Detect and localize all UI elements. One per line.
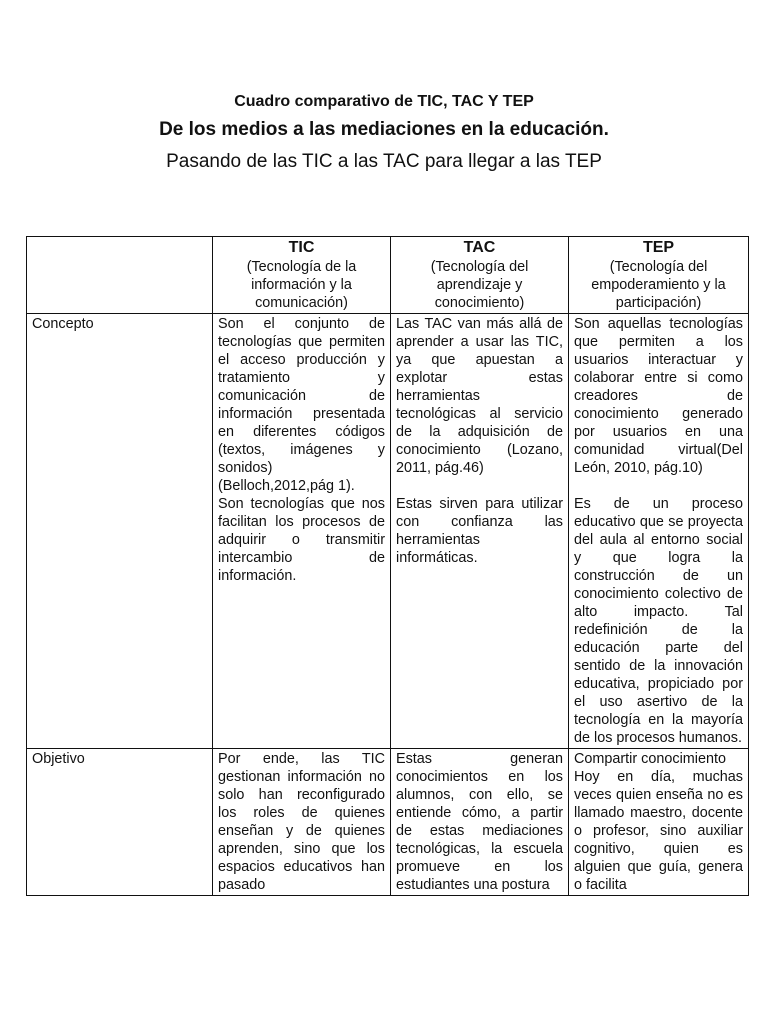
concepto-tac-text-2: Estas sirven para utilizar con confianza las herramientas informáticas.	[396, 496, 563, 566]
header-tep	[569, 237, 749, 314]
table-row-objetivo	[27, 749, 749, 896]
concepto-tic-text-1: Son el conjunto de tecnologías que permiten el acceso producción y tratamiento y comunicación de información presentada en diferentes códigos (textos, imágenes y sonidos)	[218, 316, 385, 476]
header-tic-subtitle: (Tecnología de la información y la comunicación)	[246, 259, 357, 311]
header-tep-name: TEP	[642, 239, 675, 256]
concepto-tep-text-2: Es de un proceso educativo que se proyecta del aula al entorno social y que logra la construcción de un conocimiento colectivo de alto impacto. Tal redefinición de la educación parte del sentido de la innovación educativa, propiciado por el uso asertivo de la tecnología en la mayoría de los procesos humanos.	[574, 496, 743, 746]
concepto-tep-text-1: Son aquellas tecnologías que permiten a los usuarios interactuar y colaborar entre si como creadores de conocimiento generado por usuarios en una comunidad virtual(Del León, 2010, pág.10)	[574, 316, 743, 476]
cell-objetivo-tic	[213, 749, 391, 896]
header-tic	[213, 237, 391, 314]
header-tac-subtitle: (Tecnología del aprendizaje y conocimiento)	[430, 259, 529, 311]
concepto-tac-text-1: Las TAC van más allá de aprender a usar las TIC, ya que apuestan a explotar estas herramientas tecnológicas al servicio de la adquisición de conocimiento (Lozano, 2011, pág.46)	[396, 316, 563, 476]
header-tep-subtitle: (Tecnología del empoderamiento y la participación)	[591, 259, 726, 311]
cell-objetivo-tep	[569, 749, 749, 896]
concepto-tic-text-3: Son tecnologías que nos facilitan los procesos de adquirir o transmitir intercambio de información.	[218, 496, 385, 584]
objetivo-tic-text-1: Por ende, las TIC gestionan información no solo han reconfigurado los roles de quienes enseñan y de quienes aprenden, sino que los espacios educativos han pasado	[218, 751, 385, 893]
paragraph-spacer	[574, 477, 743, 495]
header-tic-name: TIC	[288, 239, 315, 256]
header-tac-name: TAC	[463, 239, 496, 256]
document-subtitle: De los medios a las mediaciones en la educación.	[159, 119, 609, 140]
objetivo-tac-text-1: Estas generan conocimientos en los alumnos, con ello, se entiende cómo, a partir de estas mediaciones tecnológicas, la escuela promueve en los estudiantes una postura	[396, 751, 563, 893]
paragraph-spacer	[396, 477, 563, 495]
objetivo-tep-text-1: Compartir conocimiento	[574, 751, 726, 767]
document-header	[0, 92, 768, 176]
corner-cell	[27, 237, 213, 314]
cell-concepto-tac	[391, 314, 569, 749]
table-row-concepto	[27, 314, 749, 749]
header-tac	[391, 237, 569, 314]
objetivo-tep-text-2: Hoy en día, muchas veces quien enseña no es llamado maestro, docente o profesor, sino auxiliar cognitivo, quien es alguien que guía, genera o facilita	[574, 769, 743, 893]
concepto-tic-text-2: (Belloch,2012,pág 1).	[218, 478, 355, 494]
table-header-row	[27, 237, 749, 314]
comparison-table	[26, 236, 749, 896]
cell-concepto-tep	[569, 314, 749, 749]
cell-objetivo-tac	[391, 749, 569, 896]
cell-concepto-tic	[213, 314, 391, 749]
row-label-concepto: Concepto	[27, 314, 213, 749]
row-label-objetivo: Objetivo	[27, 749, 213, 896]
document-tagline: Pasando de las TIC a las TAC para llegar a las TEP	[166, 151, 602, 172]
document-title: Cuadro comparativo de TIC, TAC Y TEP	[234, 93, 534, 110]
